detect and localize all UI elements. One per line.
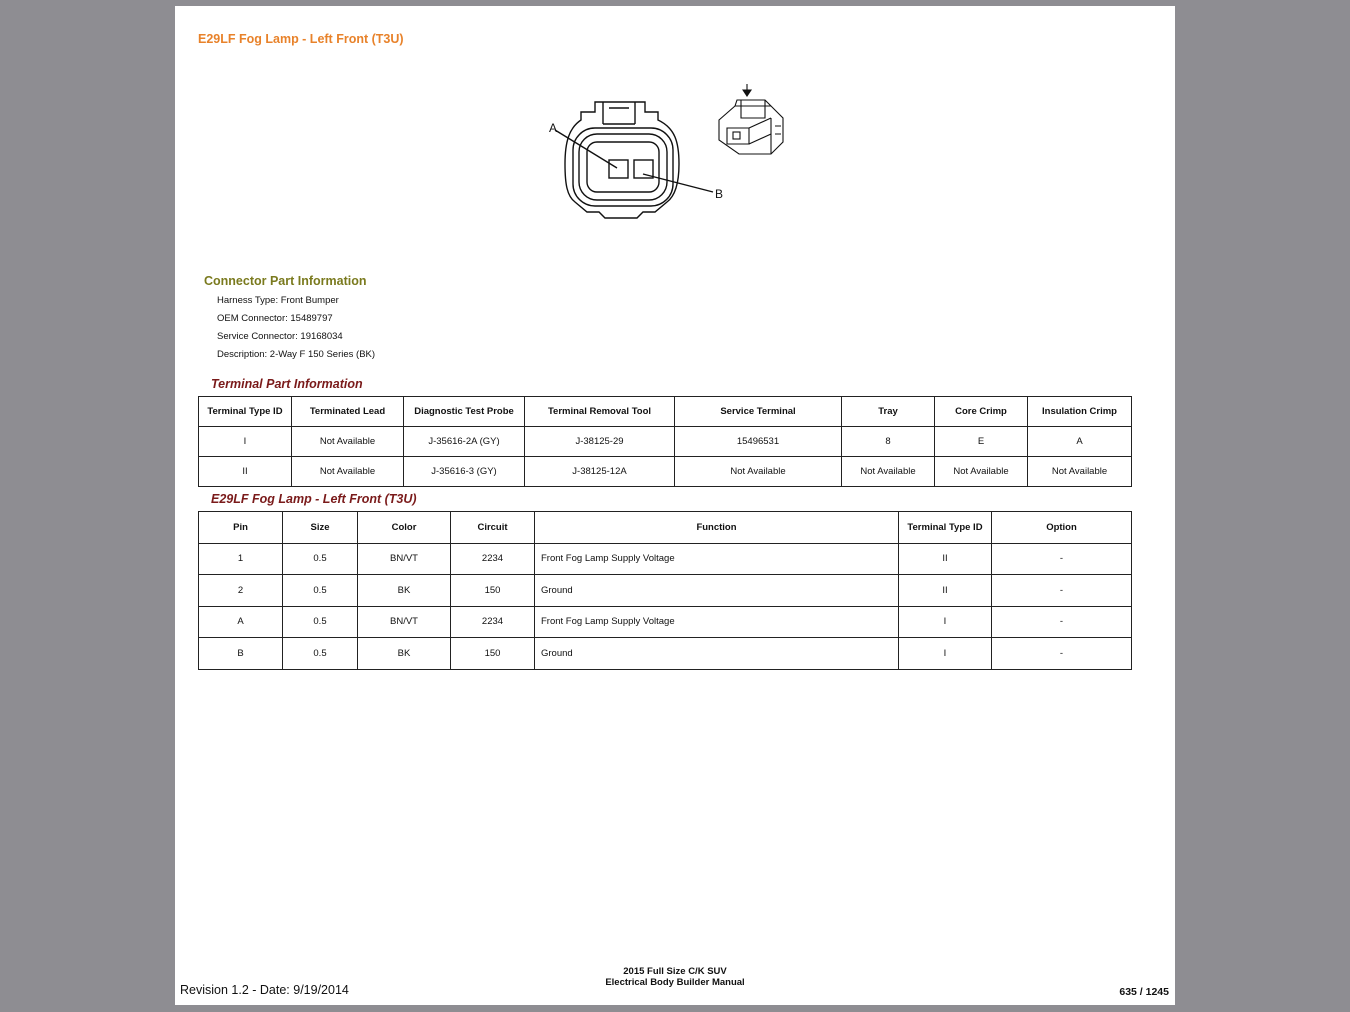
table-cell: J-38125-12A	[525, 457, 675, 487]
terminal-info-heading: Terminal Part Information	[211, 377, 363, 391]
footer-manual-line1: 2015 Full Size C/K SUV	[623, 966, 727, 977]
column-header: Diagnostic Test Probe	[404, 397, 525, 427]
table-cell: Not Available	[842, 457, 935, 487]
column-header: Size	[283, 512, 358, 544]
footer-revision: Revision 1.2 - Date: 9/19/2014	[180, 983, 349, 997]
table-cell: 15496531	[675, 427, 842, 457]
document-page	[175, 6, 1175, 1005]
table-cell: 150	[451, 638, 535, 670]
terminal-table	[198, 396, 1132, 487]
connector-info-list	[217, 295, 375, 367]
table-cell: Not Available	[675, 457, 842, 487]
table-cell: A	[199, 606, 283, 638]
table-cell: Not Available	[292, 457, 404, 487]
description: Description: 2-Way F 150 Series (BK)	[217, 349, 376, 360]
table-cell: -	[992, 575, 1132, 607]
harness-type: Harness Type: Front Bumper	[217, 295, 339, 306]
table-cell: -	[992, 606, 1132, 638]
column-header: Tray	[842, 397, 935, 427]
table-cell: 0.5	[283, 543, 358, 575]
table-row	[199, 638, 1132, 670]
table-cell: 0.5	[283, 606, 358, 638]
table-cell: 8	[842, 427, 935, 457]
table-row	[199, 543, 1132, 575]
column-header: Color	[358, 512, 451, 544]
table-cell: -	[992, 638, 1132, 670]
document-title: E29LF Fog Lamp - Left Front (T3U)	[198, 32, 404, 46]
column-header: Insulation Crimp	[1028, 397, 1132, 427]
table-cell: I	[199, 427, 292, 457]
table-cell: Not Available	[935, 457, 1028, 487]
column-header: Pin	[199, 512, 283, 544]
pin-info-heading: E29LF Fog Lamp - Left Front (T3U)	[211, 492, 417, 506]
column-header: Terminal Type ID	[199, 397, 292, 427]
column-header: Terminal Type ID	[899, 512, 992, 544]
table-header-row	[199, 397, 1132, 427]
table-row	[199, 457, 1132, 487]
column-header: Service Terminal	[675, 397, 842, 427]
table-cell: I	[899, 606, 992, 638]
table-cell: 150	[451, 575, 535, 607]
table-cell: BN/VT	[358, 606, 451, 638]
table-cell: Not Available	[292, 427, 404, 457]
table-cell: -	[992, 543, 1132, 575]
pin-table	[198, 511, 1132, 670]
table-cell: 2234	[451, 606, 535, 638]
table-cell: BK	[358, 638, 451, 670]
table-cell: J-35616-3 (GY)	[404, 457, 525, 487]
table-cell: Front Fog Lamp Supply Voltage	[535, 606, 899, 638]
table-cell: 0.5	[283, 638, 358, 670]
column-header: Terminal Removal Tool	[525, 397, 675, 427]
footer-page-number: 635 / 1245	[1119, 986, 1169, 998]
table-cell: BN/VT	[358, 543, 451, 575]
table-row	[199, 606, 1132, 638]
table-cell: Ground	[535, 575, 899, 607]
table-cell: II	[199, 457, 292, 487]
table-cell: Not Available	[1028, 457, 1132, 487]
table-cell: Front Fog Lamp Supply Voltage	[535, 543, 899, 575]
table-cell: I	[899, 638, 992, 670]
column-header: Circuit	[451, 512, 535, 544]
table-cell: B	[199, 638, 283, 670]
column-header: Core Crimp	[935, 397, 1028, 427]
table-cell: A	[1028, 427, 1132, 457]
table-cell: 2234	[451, 543, 535, 575]
connector-diagram	[535, 72, 795, 232]
table-header-row	[199, 512, 1132, 544]
table-cell: II	[899, 543, 992, 575]
table-cell: 1	[199, 543, 283, 575]
label-a: A	[549, 121, 558, 135]
table-cell: J-35616-2A (GY)	[404, 427, 525, 457]
oem-connector: OEM Connector: 15489797	[217, 313, 333, 324]
column-header: Option	[992, 512, 1132, 544]
column-header: Terminated Lead	[292, 397, 404, 427]
table-row	[199, 575, 1132, 607]
service-connector: Service Connector: 19168034	[217, 331, 343, 342]
connector-info-heading: Connector Part Information	[204, 274, 367, 288]
footer-manual-line2: Electrical Body Builder Manual	[605, 977, 745, 988]
footer-manual-title	[175, 966, 1175, 988]
column-header: Function	[535, 512, 899, 544]
label-b: B	[715, 187, 724, 201]
connector-iso-drawing	[719, 84, 783, 154]
table-cell: Ground	[535, 638, 899, 670]
table-cell: 0.5	[283, 575, 358, 607]
table-row	[199, 427, 1132, 457]
table-cell: J-38125-29	[525, 427, 675, 457]
table-cell: BK	[358, 575, 451, 607]
connector-face-drawing	[535, 72, 795, 232]
table-cell: 2	[199, 575, 283, 607]
table-cell: II	[899, 575, 992, 607]
table-cell: E	[935, 427, 1028, 457]
